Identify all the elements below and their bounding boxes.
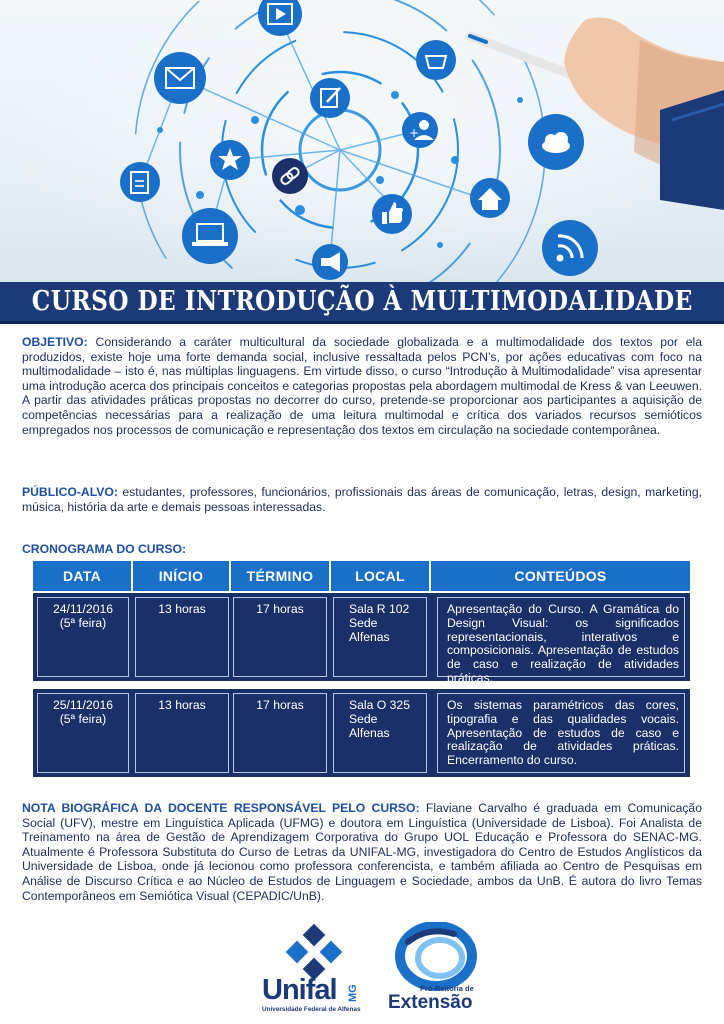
- unifal-subtitle: Universidade Federal de Alfenas: [262, 1006, 361, 1013]
- table-row: [33, 689, 690, 777]
- page-title: CURSO DE INTRODUÇÃO À MULTIMODALIDADE: [31, 286, 693, 317]
- objetivo-text: Considerando a caráter multicultural da sociedade globalizada e a multimodalidade dos textos por ela produzidos, existe hoje uma forte demanda social, inclusive ressaltada pelos PCN’s, por ações educativas com foco na multimodalidade – isto é, nas múltiplas linguagens. Em virtude disso, o curso “Introdução à Multimodalidade” visa apresentar uma introdução acerca dos principais conceitos e categorias propostas pela abordagem multimodal de Kress & van Leeuwen. A partir das atividades práticas propostas no decorrer do curso, pretende-se proporcionar aos participantes a aquisição de competências necessárias para a realização de uma leitura multimodal e crítica dos variados recursos semióticos empregados nos processos de comunicação e representação dos textos em circulação na sociedade contemporânea.: [22, 335, 702, 437]
- header-termino: TÉRMINO: [231, 561, 329, 591]
- laptop-icon: [182, 208, 238, 264]
- header-conteudos: CONTEÚDOS: [431, 561, 690, 591]
- bio-paragraph: [22, 801, 702, 903]
- user-add-icon: [402, 112, 438, 148]
- header-data: DATA: [33, 561, 131, 591]
- proex-logo: [388, 922, 488, 1017]
- document-icon: [120, 162, 160, 202]
- row2-data: [37, 699, 129, 727]
- unifal-logo: [258, 922, 370, 1017]
- row1-weekday: (5ª feira): [59, 615, 107, 630]
- row1-conteudos: Apresentação do Curso. A Gramática do Design Visual: os significados representacionais, interativos e composicionais. Apresentação de estudos de caso e realização de atividades práticas.: [447, 602, 679, 685]
- network-illustration: [0, 0, 724, 286]
- basket-icon: [416, 40, 456, 80]
- row1-date: 24/11/2016: [52, 602, 114, 616]
- star-icon: [210, 140, 250, 180]
- objetivo-label: OBJETIVO:: [22, 335, 88, 349]
- row1-data: [37, 603, 129, 631]
- unifal-name: Unifal: [262, 974, 337, 1006]
- row2-termino: 17 horas: [256, 698, 304, 712]
- row1-local-city: Alfenas: [349, 629, 390, 644]
- link-icon: [272, 158, 308, 194]
- row2-date: 25/11/2016: [52, 698, 114, 712]
- hero-illustration: [0, 0, 724, 286]
- row2-local-room: Sala O 325: [349, 698, 410, 712]
- proex-line2: Extensão: [388, 992, 473, 1013]
- bio-label: NOTA BIOGRÁFICA DA DOCENTE RESPONSÁVEL PELO CURSO:: [22, 801, 420, 815]
- thumbs-up-icon: [372, 194, 412, 234]
- publico-label: PÚBLICO-ALVO:: [22, 485, 118, 499]
- mail-icon: [154, 52, 206, 104]
- bio-text: Flaviane Carvalho é graduada em Comunicação Social (UFV), mestre em Linguística Aplicada (UFMG) e doutora em Linguística (Universidade de Lisboa). Foi Analista de Treinamento na área de Gestão de Aprendizagem Corporativa do Grupo UOL Educação e Professora do SENAC-MG. Atualmente é Professora Substituta do Curso de Letras da UNIFAL-MG, investigadora do Centro de Estudos Anglísticos da Universidade de Lisboa, onde já lecionou como professora conferencista, e também afiliada ao Centro de Pesquisas em Análise de Discurso Crítica e ao Núcleo de Estudos de Linguagem e Sociedade, ambos da UnB. É autora do livro Temas Contemporâneos em Semiótica Visual (CEPADIC/UnB).: [22, 801, 702, 903]
- row1-local-site: Sede: [349, 615, 378, 630]
- row2-local-city: Alfenas: [349, 725, 390, 740]
- header-local: LOCAL: [331, 561, 429, 591]
- row1-local: [349, 603, 425, 644]
- row2-weekday: (5ª feira): [59, 711, 107, 726]
- publico-paragraph: [22, 485, 702, 514]
- edit-icon: [310, 78, 350, 118]
- row1-termino: 17 horas: [256, 602, 304, 616]
- home-icon: [470, 178, 510, 218]
- row2-inicio: 13 horas: [158, 698, 206, 712]
- objetivo-paragraph: [22, 335, 702, 437]
- cloud-icon: [528, 114, 584, 170]
- svg-text:+: +: [409, 126, 420, 140]
- table-row: [33, 593, 690, 685]
- row2-conteudos: Os sistemas paramétricos das cores, tipografia e das qualidades vocais. Apresentação de estudos de caso e realização de atividades práticas. Encerramento do curso.: [447, 698, 679, 768]
- rss-icon: [542, 220, 598, 276]
- row1-inicio: 13 horas: [158, 602, 206, 616]
- row1-local-room: Sala R 102: [349, 602, 410, 616]
- cronograma-title: CRONOGRAMA DO CURSO:: [22, 542, 187, 556]
- row2-local-site: Sede: [349, 711, 378, 726]
- unifal-mg: MG: [347, 984, 359, 1002]
- title-banner: [0, 282, 724, 324]
- header-inicio: INÍCIO: [133, 561, 229, 591]
- megaphone-icon: [312, 244, 348, 280]
- publico-text: estudantes, professores, funcionários, profissionais das áreas de comunicação, letras, design, marketing, música, história da arte e demais pessoas interessadas.: [22, 485, 702, 514]
- proex-line1: Pró-Reitoria de: [420, 984, 474, 993]
- proex-ring-icon: [388, 922, 488, 992]
- row2-local: [349, 699, 425, 740]
